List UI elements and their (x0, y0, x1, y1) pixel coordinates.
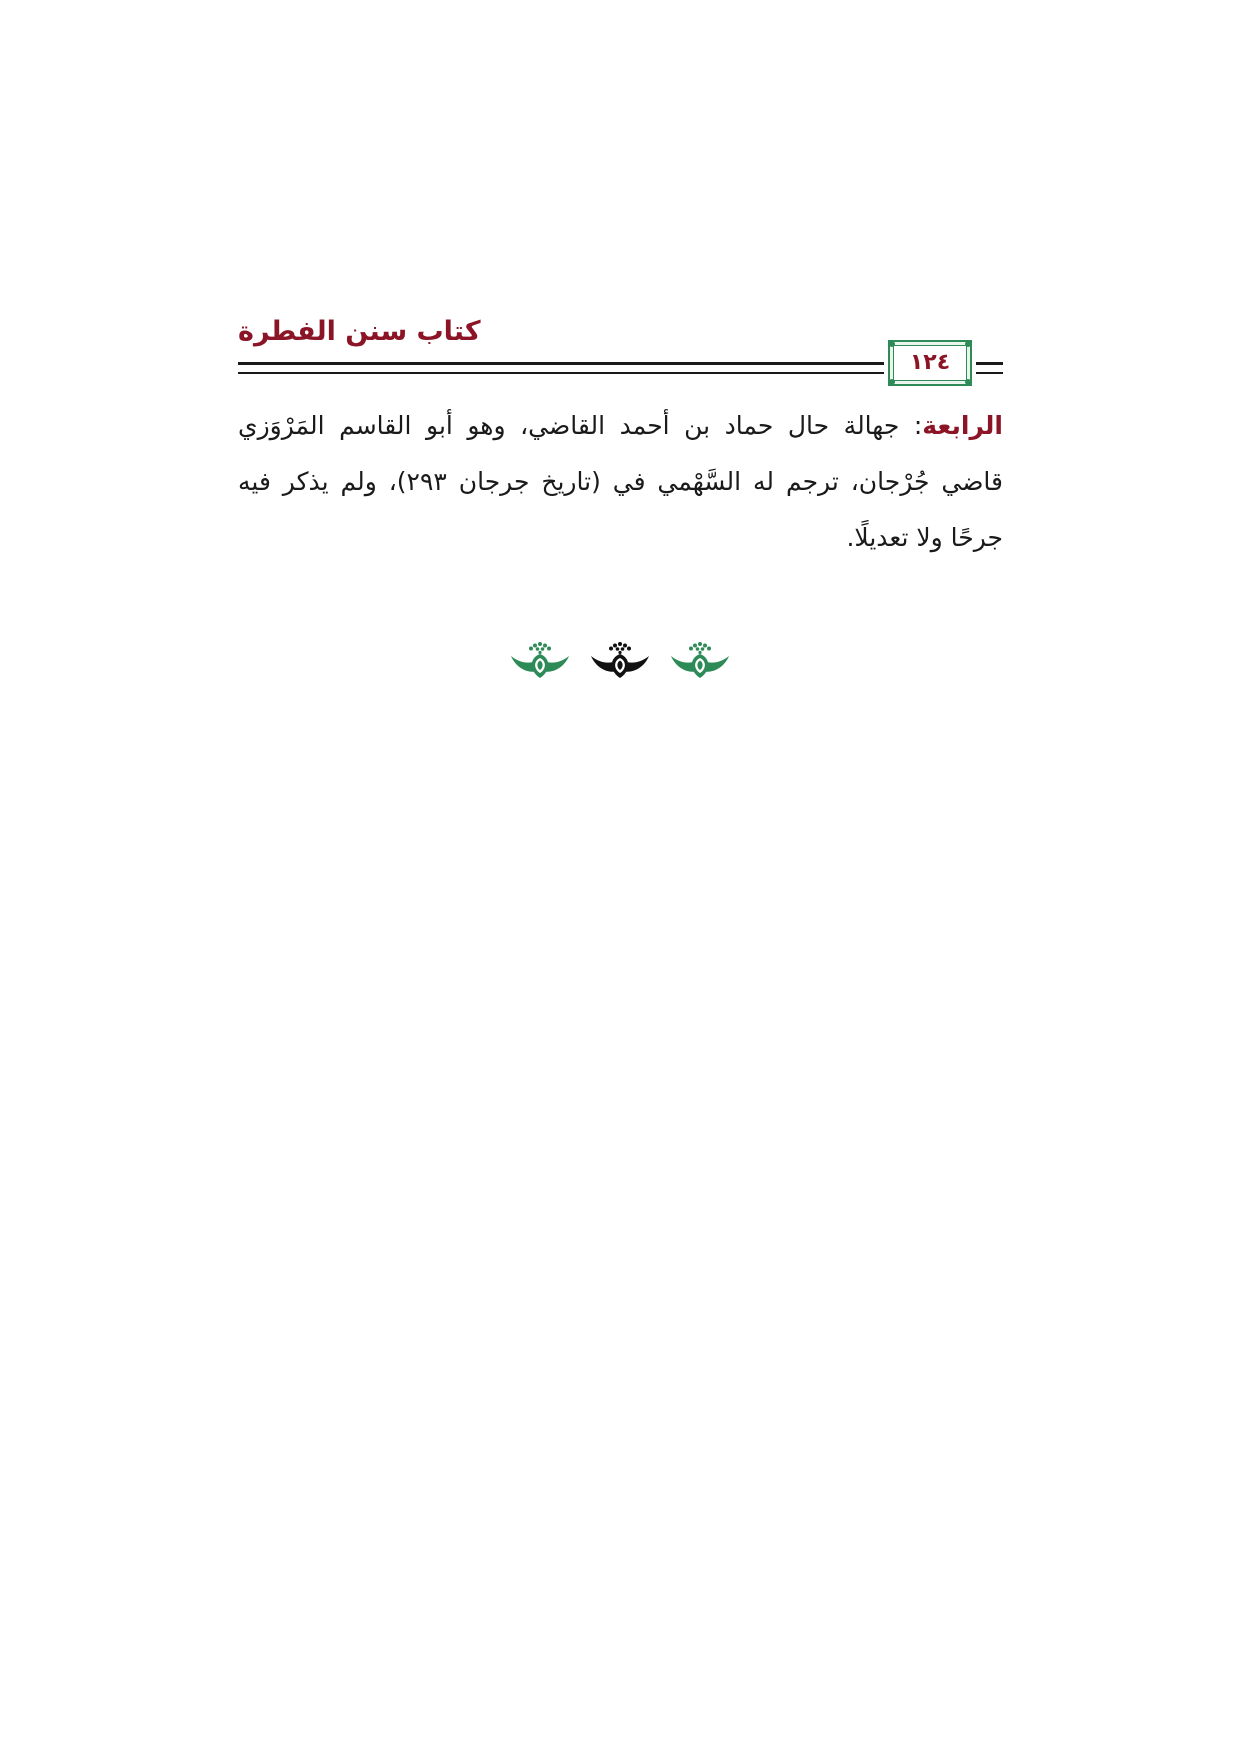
page-number: ١٢٤ (909, 350, 951, 375)
lotus-icon (670, 640, 730, 680)
point-label: الرابعة (922, 411, 1003, 440)
lotus-icon (510, 640, 570, 680)
header-rule (238, 372, 884, 374)
body-paragraph (238, 398, 1003, 566)
paragraph-line: جرحًا ولا تعديلًا. (846, 523, 1003, 552)
paragraph-text: : جهالة حال حماد بن أحمد القاضي، وهو أبو القاسم المَرْوَزي (238, 411, 923, 440)
page-number-frame-inner (893, 345, 967, 381)
paragraph-line (238, 398, 1003, 454)
header-rule (976, 362, 1003, 365)
frame-corner-icon (889, 379, 895, 385)
frame-corner-icon (965, 341, 971, 347)
frame-corner-icon (889, 341, 895, 347)
book-title: كتاب سنن الفطرة (238, 316, 481, 347)
page-number-frame (888, 340, 972, 386)
header-rule (238, 362, 884, 365)
section-divider-ornament (0, 640, 1240, 680)
header-rule (976, 372, 1003, 374)
paragraph-line: قاضي جُرْجان، ترجم له السَّهْمي في (تاريخ جرجان ٢٩٣)، ولم يذكر فيه (238, 467, 1003, 496)
lotus-icon (590, 640, 650, 680)
frame-corner-icon (965, 379, 971, 385)
